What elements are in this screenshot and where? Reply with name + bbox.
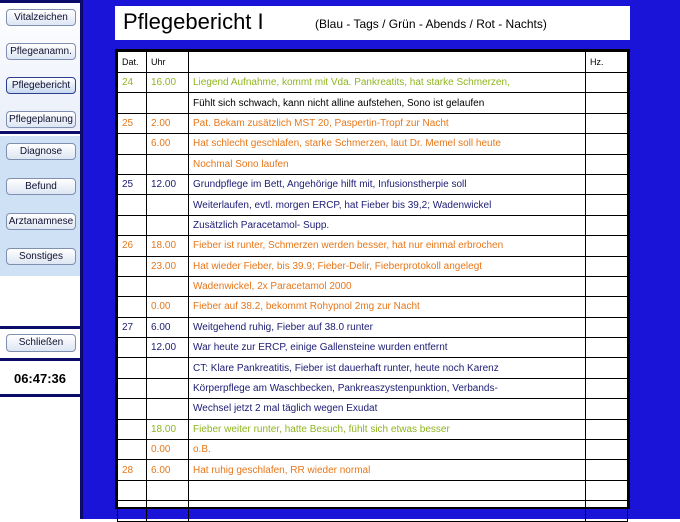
cell-uhr[interactable] bbox=[147, 378, 189, 398]
cell-text[interactable]: Zusätzlich Paracetamol- Supp. bbox=[189, 215, 586, 235]
header-hz: Hz. bbox=[586, 52, 628, 73]
sidebar bbox=[0, 0, 83, 519]
header-uhr: Uhr bbox=[147, 52, 189, 73]
report-table-container bbox=[115, 49, 630, 509]
cell-hz[interactable] bbox=[586, 317, 628, 337]
cell-uhr[interactable]: 23.00 bbox=[147, 256, 189, 276]
cell-text[interactable]: Wechsel jetzt 2 mal täglich wegen Exudat bbox=[189, 399, 586, 419]
cell-text[interactable]: Fühlt sich schwach, kann nicht alline aufstehen, Sono ist gelaufen bbox=[189, 93, 586, 113]
clock-display: 06:47:36 bbox=[13, 371, 67, 386]
cell-hz[interactable] bbox=[586, 419, 628, 439]
table-row[interactable] bbox=[118, 236, 628, 256]
cell-text[interactable]: War heute zur ERCP, einige Gallensteine wurden entfernt bbox=[189, 338, 586, 358]
sidebar-divider bbox=[0, 326, 80, 329]
table-row[interactable] bbox=[118, 134, 628, 154]
cell-dat[interactable] bbox=[118, 256, 147, 276]
cell-text[interactable]: o.B. bbox=[189, 440, 586, 460]
arztanamnese-button[interactable]: Arztanamnese bbox=[6, 213, 76, 230]
cell-hz[interactable] bbox=[586, 440, 628, 460]
table-row[interactable] bbox=[118, 154, 628, 174]
cell-dat[interactable] bbox=[118, 154, 147, 174]
cell-dat[interactable] bbox=[118, 480, 147, 500]
cell-uhr[interactable]: 6.00 bbox=[147, 317, 189, 337]
sidebar-divider bbox=[0, 358, 80, 361]
cell-uhr[interactable] bbox=[147, 195, 189, 215]
diagnose-button[interactable]: Diagnose bbox=[6, 143, 76, 160]
cell-text[interactable] bbox=[189, 501, 586, 521]
sonstiges-button[interactable]: Sonstiges bbox=[6, 248, 76, 265]
cell-text[interactable]: Grundpflege im Bett, Angehörige hilft mit, Infusionstherpie soll bbox=[189, 174, 586, 194]
cell-dat[interactable] bbox=[118, 378, 147, 398]
cell-dat[interactable]: 27 bbox=[118, 317, 147, 337]
cell-text[interactable]: Pat. Bekam zusätzlich MST 20, Paspertin-Tropf zur Nacht bbox=[189, 113, 586, 133]
cell-hz[interactable] bbox=[586, 256, 628, 276]
cell-hz[interactable] bbox=[586, 399, 628, 419]
title-bar bbox=[115, 6, 630, 40]
cell-hz[interactable] bbox=[586, 378, 628, 398]
cell-uhr[interactable] bbox=[147, 93, 189, 113]
cell-uhr[interactable]: 12.00 bbox=[147, 338, 189, 358]
table-header-row bbox=[118, 52, 628, 73]
cell-hz[interactable] bbox=[586, 93, 628, 113]
table-row[interactable] bbox=[118, 93, 628, 113]
table-row[interactable] bbox=[118, 297, 628, 317]
header-text bbox=[189, 52, 586, 73]
cell-text[interactable]: Hat wieder Fieber, bis 39.9; Fieber-Delir, Fieberprotokoll angelegt bbox=[189, 256, 586, 276]
table-row[interactable] bbox=[118, 378, 628, 398]
cell-hz[interactable] bbox=[586, 480, 628, 500]
cell-text[interactable]: Hat ruhig geschlafen, RR wieder normal bbox=[189, 460, 586, 480]
cell-hz[interactable] bbox=[586, 236, 628, 256]
cell-dat[interactable] bbox=[118, 358, 147, 378]
cell-text[interactable]: Liegend Aufnahme, kommt mit Vda. Pankreatits, hat starke Schmerzen, bbox=[189, 73, 586, 93]
table-row[interactable] bbox=[118, 358, 628, 378]
cell-uhr[interactable]: 18.00 bbox=[147, 236, 189, 256]
cell-dat[interactable] bbox=[118, 338, 147, 358]
cell-dat[interactable] bbox=[118, 276, 147, 296]
table-row[interactable] bbox=[118, 399, 628, 419]
cell-dat[interactable]: 25 bbox=[118, 113, 147, 133]
cell-uhr[interactable] bbox=[147, 154, 189, 174]
cell-uhr[interactable]: 0.00 bbox=[147, 440, 189, 460]
report-table bbox=[117, 51, 628, 522]
table-row[interactable] bbox=[118, 195, 628, 215]
cell-uhr[interactable] bbox=[147, 276, 189, 296]
cell-text[interactable]: Fieber ist runter, Schmerzen werden besser, hat nur einmal erbrochen bbox=[189, 236, 586, 256]
cell-text[interactable]: Weiterlaufen, evtl. morgen ERCP, hat Fieber bis 39,2; Wadenwickel bbox=[189, 195, 586, 215]
cell-dat[interactable] bbox=[118, 134, 147, 154]
cell-dat[interactable] bbox=[118, 93, 147, 113]
table-row[interactable] bbox=[118, 215, 628, 235]
cell-uhr[interactable] bbox=[147, 358, 189, 378]
cell-uhr[interactable]: 2.00 bbox=[147, 113, 189, 133]
cell-hz[interactable] bbox=[586, 195, 628, 215]
main-panel bbox=[83, 0, 680, 519]
cell-hz[interactable] bbox=[586, 215, 628, 235]
color-legend: (Blau - Tags / Grün - Abends / Rot - Nachts) bbox=[315, 17, 547, 31]
cell-uhr[interactable]: 16.00 bbox=[147, 73, 189, 93]
cell-hz[interactable] bbox=[586, 338, 628, 358]
cell-hz[interactable] bbox=[586, 276, 628, 296]
sidebar-divider bbox=[0, 131, 80, 134]
table-row[interactable] bbox=[118, 174, 628, 194]
cell-dat[interactable] bbox=[118, 297, 147, 317]
cell-hz[interactable] bbox=[586, 73, 628, 93]
cell-hz[interactable] bbox=[586, 134, 628, 154]
cell-text[interactable]: Körperpflege am Waschbecken, Pankreaszystenpunktion, Verbands- bbox=[189, 378, 586, 398]
cell-uhr[interactable]: 18.00 bbox=[147, 419, 189, 439]
cell-hz[interactable] bbox=[586, 501, 628, 521]
cell-text[interactable]: Fieber auf 38.2, bekommt Rohypnol 2mg zur Nacht bbox=[189, 297, 586, 317]
cell-dat[interactable] bbox=[118, 215, 147, 235]
cell-dat[interactable] bbox=[118, 195, 147, 215]
sidebar-divider bbox=[0, 394, 80, 397]
befund-button[interactable]: Befund bbox=[6, 178, 76, 195]
cell-text[interactable]: Fieber weiter runter, hatte Besuch, fühlt sich etwas besser bbox=[189, 419, 586, 439]
cell-dat[interactable] bbox=[118, 440, 147, 460]
cell-uhr[interactable] bbox=[147, 480, 189, 500]
cell-uhr[interactable] bbox=[147, 501, 189, 521]
table-row[interactable] bbox=[118, 256, 628, 276]
table-row[interactable] bbox=[118, 338, 628, 358]
cell-dat[interactable] bbox=[118, 501, 147, 521]
cell-text[interactable] bbox=[189, 480, 586, 500]
table-row[interactable] bbox=[118, 440, 628, 460]
page-title: Pflegebericht I bbox=[123, 9, 264, 34]
cell-hz[interactable] bbox=[586, 297, 628, 317]
cell-uhr[interactable]: 0.00 bbox=[147, 297, 189, 317]
sidebar-group-primary bbox=[0, 3, 80, 130]
table-row[interactable] bbox=[118, 276, 628, 296]
cell-dat[interactable]: 24 bbox=[118, 73, 147, 93]
cell-hz[interactable] bbox=[586, 113, 628, 133]
cell-hz[interactable] bbox=[586, 154, 628, 174]
pflegebericht-button[interactable]: Pflegebericht bbox=[6, 77, 76, 94]
cell-text[interactable]: CT: Klare Pankreatitis, Fieber ist dauerhaft runter, heute noch Karenz bbox=[189, 358, 586, 378]
cell-text[interactable]: Nochmal Sono laufen bbox=[189, 154, 586, 174]
cell-hz[interactable] bbox=[586, 174, 628, 194]
header-dat: Dat. bbox=[118, 52, 147, 73]
cell-dat[interactable]: 26 bbox=[118, 236, 147, 256]
close-button[interactable]: Schließen bbox=[6, 334, 76, 352]
cell-uhr[interactable] bbox=[147, 215, 189, 235]
cell-dat[interactable] bbox=[118, 419, 147, 439]
table-row[interactable] bbox=[118, 501, 628, 521]
cell-hz[interactable] bbox=[586, 358, 628, 378]
cell-dat[interactable] bbox=[118, 399, 147, 419]
sidebar-group-secondary bbox=[0, 136, 80, 276]
table-row[interactable] bbox=[118, 419, 628, 439]
report-table-body bbox=[118, 73, 628, 522]
cell-text[interactable]: Wadenwickel, 2x Paracetamol 2000 bbox=[189, 276, 586, 296]
table-row[interactable] bbox=[118, 460, 628, 480]
table-row[interactable] bbox=[118, 113, 628, 133]
cell-text[interactable]: Weitgehend ruhig, Fieber auf 38.0 runter bbox=[189, 317, 586, 337]
table-row[interactable] bbox=[118, 73, 628, 93]
table-row[interactable] bbox=[118, 317, 628, 337]
cell-uhr[interactable] bbox=[147, 399, 189, 419]
cell-hz[interactable] bbox=[586, 460, 628, 480]
cell-uhr[interactable]: 12.00 bbox=[147, 174, 189, 194]
pflegeanamnese-button[interactable]: Pflegeanamn. bbox=[6, 43, 76, 60]
table-row[interactable] bbox=[118, 480, 628, 500]
pflegeplanung-button[interactable]: Pflegeplanung bbox=[6, 111, 76, 128]
cell-uhr[interactable]: 6.00 bbox=[147, 134, 189, 154]
cell-dat[interactable]: 28 bbox=[118, 460, 147, 480]
vitalzeichen-button[interactable]: Vitalzeichen bbox=[6, 9, 76, 26]
cell-uhr[interactable]: 6.00 bbox=[147, 460, 189, 480]
cell-dat[interactable]: 25 bbox=[118, 174, 147, 194]
cell-text[interactable]: Hat schlecht geschlafen, starke Schmerzen, laut Dr. Memel soll heute bbox=[189, 134, 586, 154]
